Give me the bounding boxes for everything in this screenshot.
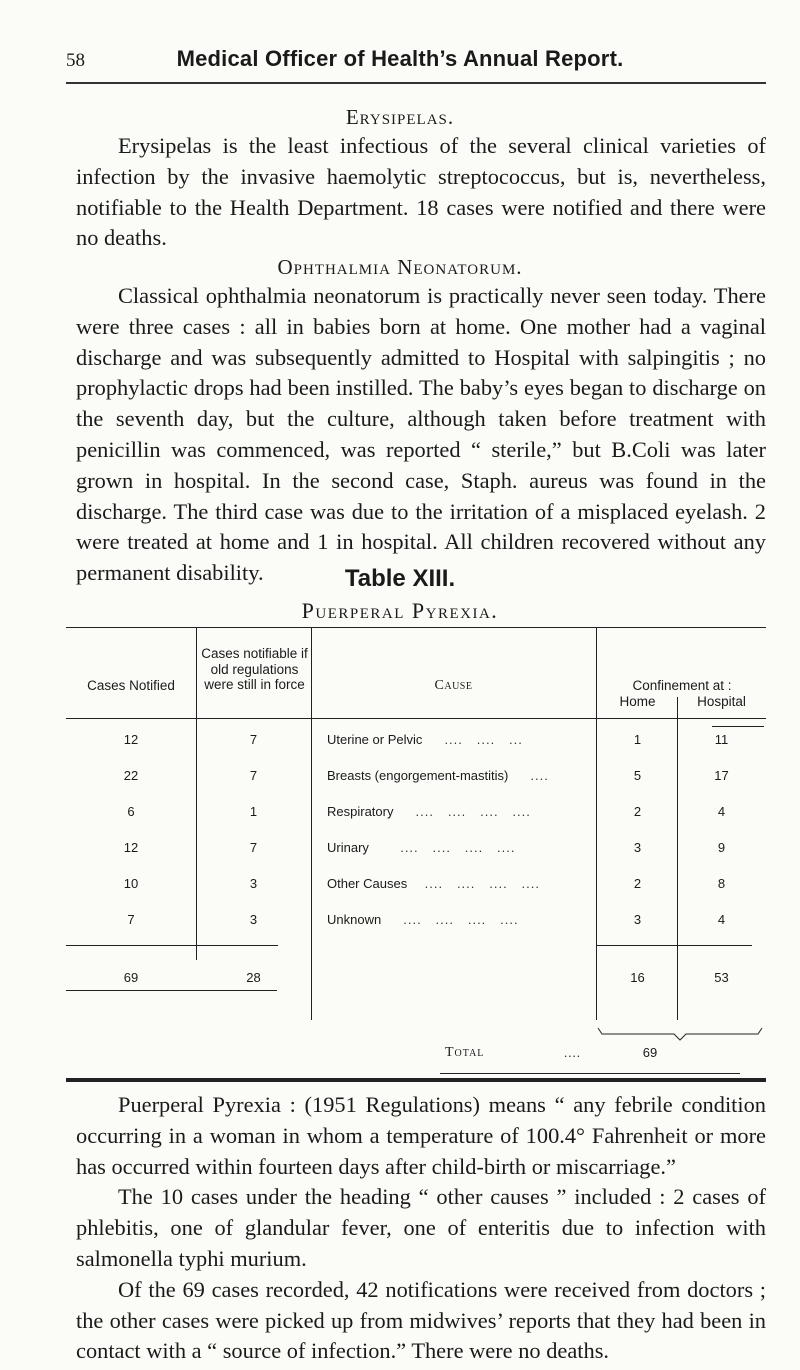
- cell-cause: [327, 768, 595, 784]
- cause-text: Unknown: [327, 912, 382, 927]
- table-top-rule: [66, 627, 766, 628]
- cell-cause: [327, 912, 595, 928]
- total-notified: 69: [123, 970, 139, 985]
- column-divider: [196, 627, 197, 960]
- total-home: 16: [630, 970, 645, 985]
- cell-hospital: 17: [714, 768, 729, 783]
- cell-old-regulations: 7: [249, 732, 258, 747]
- ophthalmia-heading: Ophthalmia Neonatorum.: [277, 255, 523, 279]
- cell-old-regulations: 1: [249, 804, 258, 819]
- total-rule: [440, 1073, 740, 1074]
- table-title: Table XIII.: [344, 565, 456, 592]
- sum-rule: [196, 945, 278, 946]
- cell-home: 3: [633, 840, 642, 855]
- cell-old-regulations: 3: [249, 876, 258, 891]
- brace-icon: [596, 1026, 766, 1042]
- column-divider: [596, 627, 597, 1020]
- erysipelas-paragraph: Erysipelas is the least infectious of the several clinical varieties of infection by the invasive haemolytic streptococcus, but is, nevertheless, notifiable to the Health Department. 18 cases were notified and there were no deaths.: [76, 133, 766, 251]
- cause-text: Urinary: [327, 840, 369, 855]
- cell-notified: 22: [123, 768, 139, 783]
- running-title: Medical Officer of Health’s Annual Report.: [176, 46, 624, 71]
- cell-notified: 6: [127, 804, 135, 819]
- total-hospital: 53: [714, 970, 729, 985]
- header-cases-notified: Cases Notified: [87, 678, 175, 693]
- leader-dots: .... .... .... ....: [384, 912, 519, 927]
- table-header-rule: [66, 718, 766, 719]
- puerperal-section: [76, 1090, 766, 1367]
- cause-text: Breasts (engorgement-mastitis): [327, 768, 509, 783]
- header-cause: Cause: [434, 678, 473, 693]
- leader-dots: .... .... .... ....: [372, 840, 516, 855]
- cause-text: Other Causes: [327, 876, 408, 891]
- header-hospital: Hospital: [697, 694, 746, 709]
- cell-hospital: 8: [717, 876, 726, 891]
- cell-hospital: 9: [717, 840, 726, 855]
- sum-rule: [597, 945, 752, 946]
- cell-cause: [327, 732, 595, 748]
- sum-rule: [66, 990, 277, 991]
- cell-cause: [327, 840, 595, 856]
- other-causes-paragraph: The 10 cases under the heading “ other causes ” included : 2 cases of phlebitis, one of glandular fever, one of enteritis due to infection with salmonella typhi murium.: [76, 1184, 766, 1271]
- cell-notified: 10: [123, 876, 139, 891]
- cell-notified: 7: [127, 912, 135, 927]
- total-old-regulations: 28: [246, 970, 261, 985]
- sum-rule: [66, 945, 196, 946]
- header-cases-old-regulations: Cases notifiable if old regulations were still in force: [201, 646, 308, 692]
- cell-cause: [327, 804, 595, 820]
- cell-notified: 12: [123, 840, 139, 855]
- cell-home: 5: [633, 768, 642, 783]
- cell-hospital: 4: [717, 804, 726, 819]
- cell-old-regulations: 7: [249, 768, 258, 783]
- cell-home: 3: [633, 912, 642, 927]
- erysipelas-heading: Erysipelas.: [345, 105, 455, 129]
- table-bottom-rule: [66, 1078, 766, 1082]
- cause-text: Uterine or Pelvic: [327, 732, 423, 747]
- cell-home: 1: [633, 732, 642, 747]
- leader-dots: .... .... .... ....: [410, 876, 540, 891]
- cell-hospital: 11: [714, 732, 729, 747]
- leader-dots: .... .... .... ....: [397, 804, 531, 819]
- hospital-underline: [712, 726, 764, 727]
- leader-dots: ....: [564, 1045, 581, 1060]
- cell-old-regulations: 7: [249, 840, 258, 855]
- cause-text: Respiratory: [327, 804, 394, 819]
- total-label: Total: [445, 1045, 485, 1060]
- cell-home: 2: [633, 804, 642, 819]
- header-confinement: Confinement at :: [632, 678, 732, 693]
- cell-old-regulations: 3: [249, 912, 258, 927]
- cell-home: 2: [633, 876, 642, 891]
- leader-dots: ....: [511, 768, 549, 783]
- leader-dots: .... .... ...: [426, 732, 523, 747]
- header-home: Home: [619, 694, 656, 709]
- total-value: 69: [642, 1045, 658, 1060]
- cell-hospital: 4: [717, 912, 726, 927]
- cell-cause: [327, 876, 595, 892]
- table-subtitle: Puerperal Pyrexia.: [301, 598, 499, 623]
- notifications-paragraph: Of the 69 cases recorded, 42 notifications were received from doctors ; the other cases were picked up from midwives’ reports that they had been in contact with a “ source of infection.” There were no deaths.: [76, 1276, 766, 1364]
- page-number: 58: [66, 50, 85, 71]
- ophthalmia-paragraph: Classical ophthalmia neonatorum is practically never seen today. There were three cases : all in babies born at home. One mother had a vaginal discharge and was subsequently admitted to Hospital with salpingitis ; no prophylactic drops had been instilled. The baby’s eyes began to discharge on the seventh day, but the culture, although taken before treatment with penicillin was commenced, was reported “ sterile,” but B.Coli was later grown in hospital. In the second case, Staph. aureus was found in the discharge. The third case was due to the irritation of a misplaced eyelash. 2 were treated at home and 1 in hospital. All children recovered without any permanent disability.: [76, 283, 766, 586]
- cell-notified: 12: [123, 732, 139, 747]
- definition-paragraph: Puerperal Pyrexia : (1951 Regulations) means “ any febrile condition occurring in a woman in whom a temperature of 100.4° Fahrenheit or more has occurred within fourteen days after child-birth or miscarriage.”: [76, 1092, 766, 1179]
